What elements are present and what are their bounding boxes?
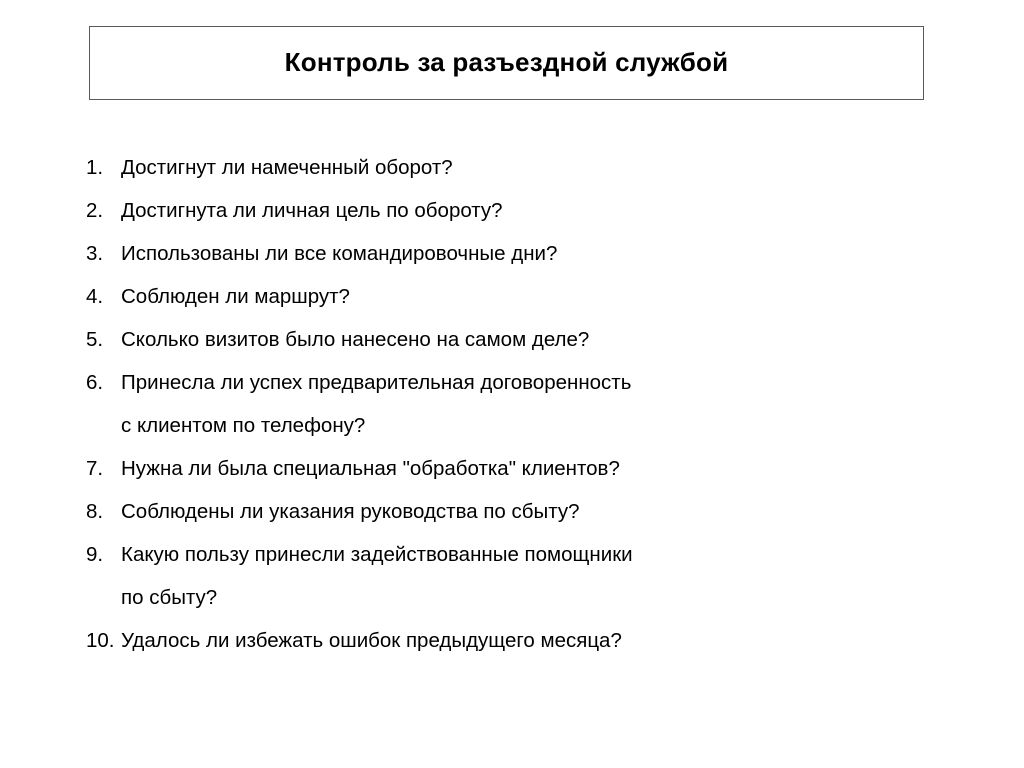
list-item — [86, 490, 986, 533]
item-number: 8. — [86, 500, 104, 523]
list-item — [86, 619, 986, 662]
list-item — [86, 318, 986, 361]
item-text: Достигнута ли личная цель по обороту? — [121, 199, 503, 222]
item-text: Удалось ли избежать ошибок предыдущего месяца? — [121, 629, 622, 652]
item-text: Принесла ли успех предварительная договоренность — [121, 371, 632, 394]
item-text: Нужна ли была специальная "обработка" клиентов? — [121, 457, 620, 480]
item-text-continuation: по сбыту? — [121, 586, 218, 609]
list-item — [86, 361, 986, 447]
list-item — [86, 447, 986, 490]
list-item — [86, 275, 986, 318]
list-item — [86, 146, 986, 189]
item-number: 2. — [86, 199, 104, 222]
title-box — [89, 26, 924, 100]
item-number: 3. — [86, 242, 104, 265]
item-number: 6. — [86, 371, 104, 394]
question-list — [86, 146, 986, 662]
item-number: 5. — [86, 328, 104, 351]
list-item — [86, 533, 986, 619]
item-text: Использованы ли все командировочные дни? — [121, 242, 558, 265]
item-text: Какую пользу принесли задействованные помощники — [121, 543, 633, 566]
item-number: 7. — [86, 457, 104, 480]
list-item — [86, 189, 986, 232]
list-item — [86, 232, 986, 275]
item-text: Достигнут ли намеченный оборот? — [121, 156, 453, 179]
item-number: 4. — [86, 285, 104, 308]
item-text: Соблюдены ли указания руководства по сбыту? — [121, 500, 580, 523]
page-title: Контроль за разъездной службой — [284, 46, 729, 77]
item-text: Сколько визитов было нанесено на самом деле? — [121, 328, 590, 351]
item-text-continuation: с клиентом по телефону? — [121, 414, 366, 437]
item-text: Соблюден ли маршрут? — [121, 285, 350, 308]
item-number: 10. — [86, 629, 115, 652]
item-number: 9. — [86, 543, 104, 566]
item-number: 1. — [86, 156, 104, 179]
